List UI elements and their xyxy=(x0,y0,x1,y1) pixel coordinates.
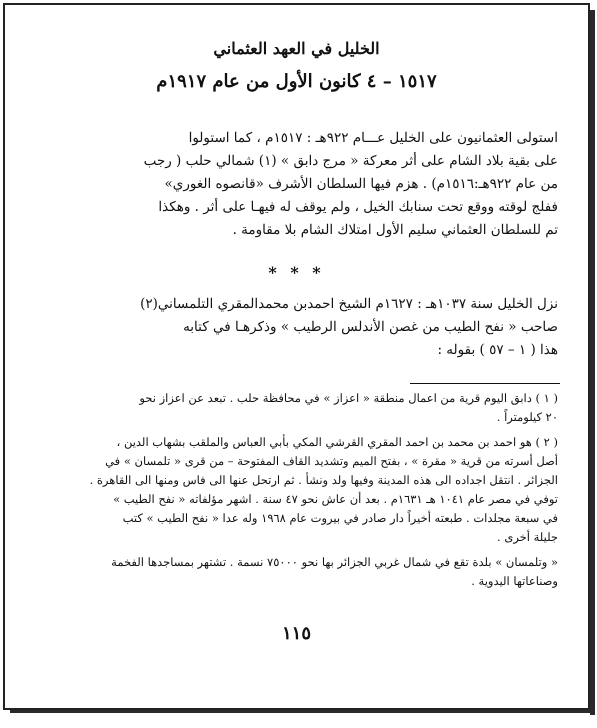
footnote-line: « وتلمسان » بلدة تقع في شمال غربي الجزائر بها نحو ٧٥٠٠٠ نسمة . تشتهر بمساجدها الفخمة xyxy=(111,555,558,569)
footnote-line: ٢٠ كيلومتراً . xyxy=(496,410,558,424)
footnote-line: ( ١ ) دابق اليوم قرية من اعمال منطقة « اعزاز » في محافظة حلب . تبعد عن اعزاز نحو xyxy=(139,391,558,405)
footnote-line: وصناعاتها اليدوية . xyxy=(471,574,558,588)
footnote-line: أصل أسرته من قرية « مقرة » ، بفتح الميم وتشديد القاف المفتوحة – من قرى « تلمسان » في xyxy=(105,454,558,468)
paragraph-line: هذا ( ١ – ٥٧ ) بقوله : xyxy=(437,342,558,358)
paragraph-line: نزل الخليل سنة ١٠٣٧هـ : ١٦٢٧م الشيخ احمدبن محمدالمقري التلمساني(٢) xyxy=(140,296,558,312)
footnote-divider xyxy=(410,383,560,384)
footnote-line: جليلة أخرى . xyxy=(497,530,558,544)
paragraph-maqqari xyxy=(58,293,558,362)
page-number: ١١٥ xyxy=(281,623,311,644)
paragraph-line: على بقية بلاد الشام على أثر معركة « مرج دابق » (١) شمالي حلب ( رجب xyxy=(143,153,558,169)
page-title: الخليل في العهد العثماني xyxy=(213,39,380,58)
paragraph-line: ففلج لوقته ووقع تحت سنابك الخيل ، ولم يوقف له فيهـا على أثر . وهكذا xyxy=(158,199,558,215)
footnote-3 xyxy=(58,553,558,591)
footnote-line: في سبعة مجلدات . طبعته أخيراً دار صادر في بيروت عام ١٩٦٨ وله عدا « نفح الطيب » كتب xyxy=(122,511,558,525)
section-separator: * * * xyxy=(268,263,325,282)
footnote-line: توفي في مصر عام ١٠٤١ هـ ١٦٣١م . بعد أن عاش نحو ٤٧ سنة . اشهر مؤلفاته « نفح الطيب » xyxy=(113,492,558,506)
paragraph-ottoman-conquest xyxy=(58,127,558,242)
document-page xyxy=(3,3,590,710)
footnote-2 xyxy=(58,433,558,547)
page-subtitle: ١٥١٧ – ٤ كانون الأول من عام ١٩١٧م xyxy=(156,71,437,92)
paragraph-line: تم للسلطان العثماني سليم الأول امتلاك الشام بلا مقاومة . xyxy=(232,222,558,238)
footnotes xyxy=(58,389,558,597)
footnote-1 xyxy=(58,389,558,427)
page-shadow-right xyxy=(590,10,595,715)
footnote-line: الجزائر . انتقل اجداده الى هذه المدينة وفيها ولد ونشأ . ثم ارتحل عنها الى فاس ومنها الى القاهرة . xyxy=(89,473,558,487)
paragraph-line: صاحب « نفح الطيب من غصن الأندلس الرطيب » وذكرهـا في كتابه xyxy=(183,319,558,335)
footnote-line: ( ٢ ) هو احمد بن محمد بن احمد المقري القرشي المكي بأبي العباس والملقب بشهاب الدين ، xyxy=(116,435,558,449)
paragraph-line: من عام ٩٢٢هـ:١٥١٦م) . هزم فيها السلطان الأشرف «قانصوه الغوري» xyxy=(164,176,558,192)
paragraph-line: استولى العثمانيون على الخليل عـــام ٩٢٢هـ : ١٥١٧م ، كما استولوا xyxy=(188,130,558,146)
